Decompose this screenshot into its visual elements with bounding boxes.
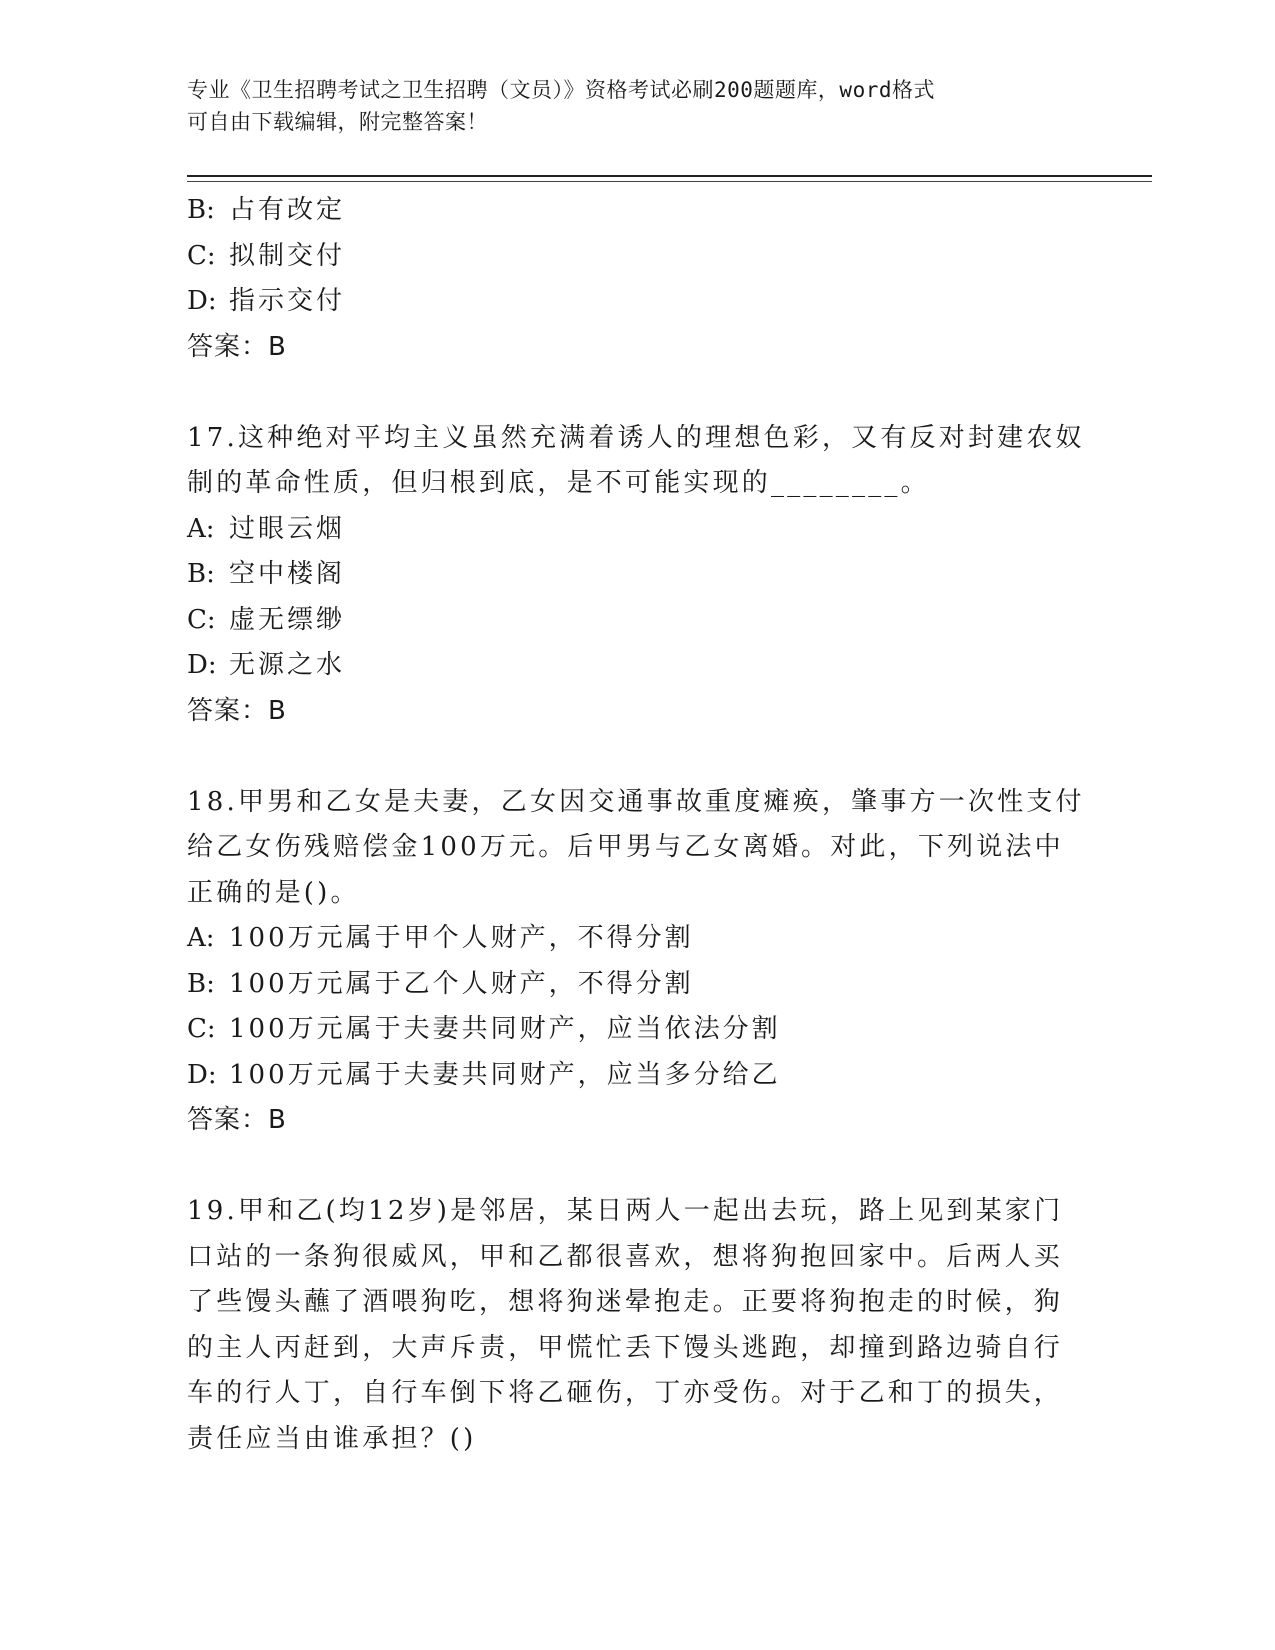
option-key: B: [187, 968, 215, 999]
option-key: D: [187, 286, 217, 316]
option-text: 指示交付 [229, 286, 346, 316]
page-header [187, 74, 1067, 138]
option-b [187, 552, 1087, 598]
question-text-line: 19.甲和乙(均12岁)是邻居，某日两人一起出去玩，路上见到某家门 [187, 1196, 1064, 1226]
answer-line: 答案：B [187, 1105, 287, 1135]
option-d [187, 643, 1087, 689]
option-d [187, 279, 1087, 325]
question-text-line: 口站的一条狗很威风，甲和乙都很喜欢，想将狗抱回家中。后两人买 [187, 1241, 1064, 1272]
option-key: D: [187, 650, 217, 680]
option-text: 虚无缥缈 [229, 604, 346, 635]
question-block-16-continued [187, 188, 1087, 370]
question-text-line: 正确的是()。 [187, 877, 360, 908]
question-text-line: 18.甲男和乙女是夫妻，乙女因交通事故重度瘫痪，肇事方一次性支付 [187, 786, 1085, 817]
option-key: A: [187, 923, 215, 953]
option-text: 100万元属于甲个人财产，不得分割 [229, 923, 694, 953]
option-a [187, 507, 1087, 553]
option-c [187, 234, 1087, 280]
question-block-18 [187, 780, 1087, 1144]
question-text-line: 制的革命性质，但归根到底，是不可能实现的________。 [187, 468, 930, 498]
option-key: D: [187, 1059, 217, 1090]
option-key: A: [187, 513, 215, 544]
option-key: C: [187, 240, 216, 271]
option-b [187, 962, 1087, 1008]
question-text-line: 给乙女伤残赔偿金100万元。后甲男与乙女离婚。对此，下列说法中 [187, 832, 1064, 862]
option-text: 占有改定 [229, 195, 346, 225]
option-key: C: [187, 1014, 216, 1044]
header-line-2: 可自由下载编辑，附完整答案！ [187, 110, 488, 134]
spacer [187, 370, 1087, 416]
question-list [187, 188, 1087, 1462]
question-text-line: 的主人丙赶到，大声斥责，甲慌忙丢下馒头逃跑，却撞到路边骑自行 [187, 1332, 1064, 1363]
option-text: 100万元属于夫妻共同财产，应当依法分割 [229, 1014, 781, 1044]
option-key: B: [187, 559, 215, 589]
question-text-line: 17.这种绝对平均主义虽然充满着诱人的理想色彩，又有反对封建农奴 [187, 422, 1085, 453]
question-text-line: 责任应当由谁承担？() [187, 1423, 477, 1454]
option-key: B: [187, 195, 215, 225]
answer-line: 答案：B [187, 695, 287, 726]
option-c [187, 598, 1087, 644]
header-line-1: 专业《卫生招聘考试之卫生招聘（文员）》资格考试必刷200题题库，word格式 [187, 78, 935, 102]
option-text: 过眼云烟 [229, 513, 346, 544]
option-a [187, 916, 1087, 962]
question-text-line: 了些馒头蘸了酒喂狗吃，想将狗迷晕抱走。正要将狗抱走的时候，狗 [187, 1287, 1064, 1317]
answer-line: 答案：B [187, 331, 287, 362]
option-text: 无源之水 [229, 650, 346, 680]
question-block-17 [187, 416, 1087, 735]
option-text: 100万元属于夫妻共同财产，应当多分给乙 [229, 1059, 781, 1090]
spacer [187, 1144, 1087, 1190]
header-divider-thin [187, 181, 1152, 182]
option-text: 空中楼阁 [229, 559, 346, 589]
header-divider-thick [187, 175, 1152, 177]
question-block-19 [187, 1189, 1087, 1462]
spacer [187, 734, 1087, 780]
option-text: 拟制交付 [229, 240, 346, 271]
option-d [187, 1053, 1087, 1099]
question-text-line: 车的行人丁，自行车倒下将乙砸伤，丁亦受伤。对于乙和丁的损失， [187, 1378, 1064, 1408]
option-c [187, 1007, 1087, 1053]
option-b [187, 188, 1087, 234]
option-text: 100万元属于乙个人财产，不得分割 [229, 968, 694, 999]
option-key: C: [187, 604, 216, 635]
